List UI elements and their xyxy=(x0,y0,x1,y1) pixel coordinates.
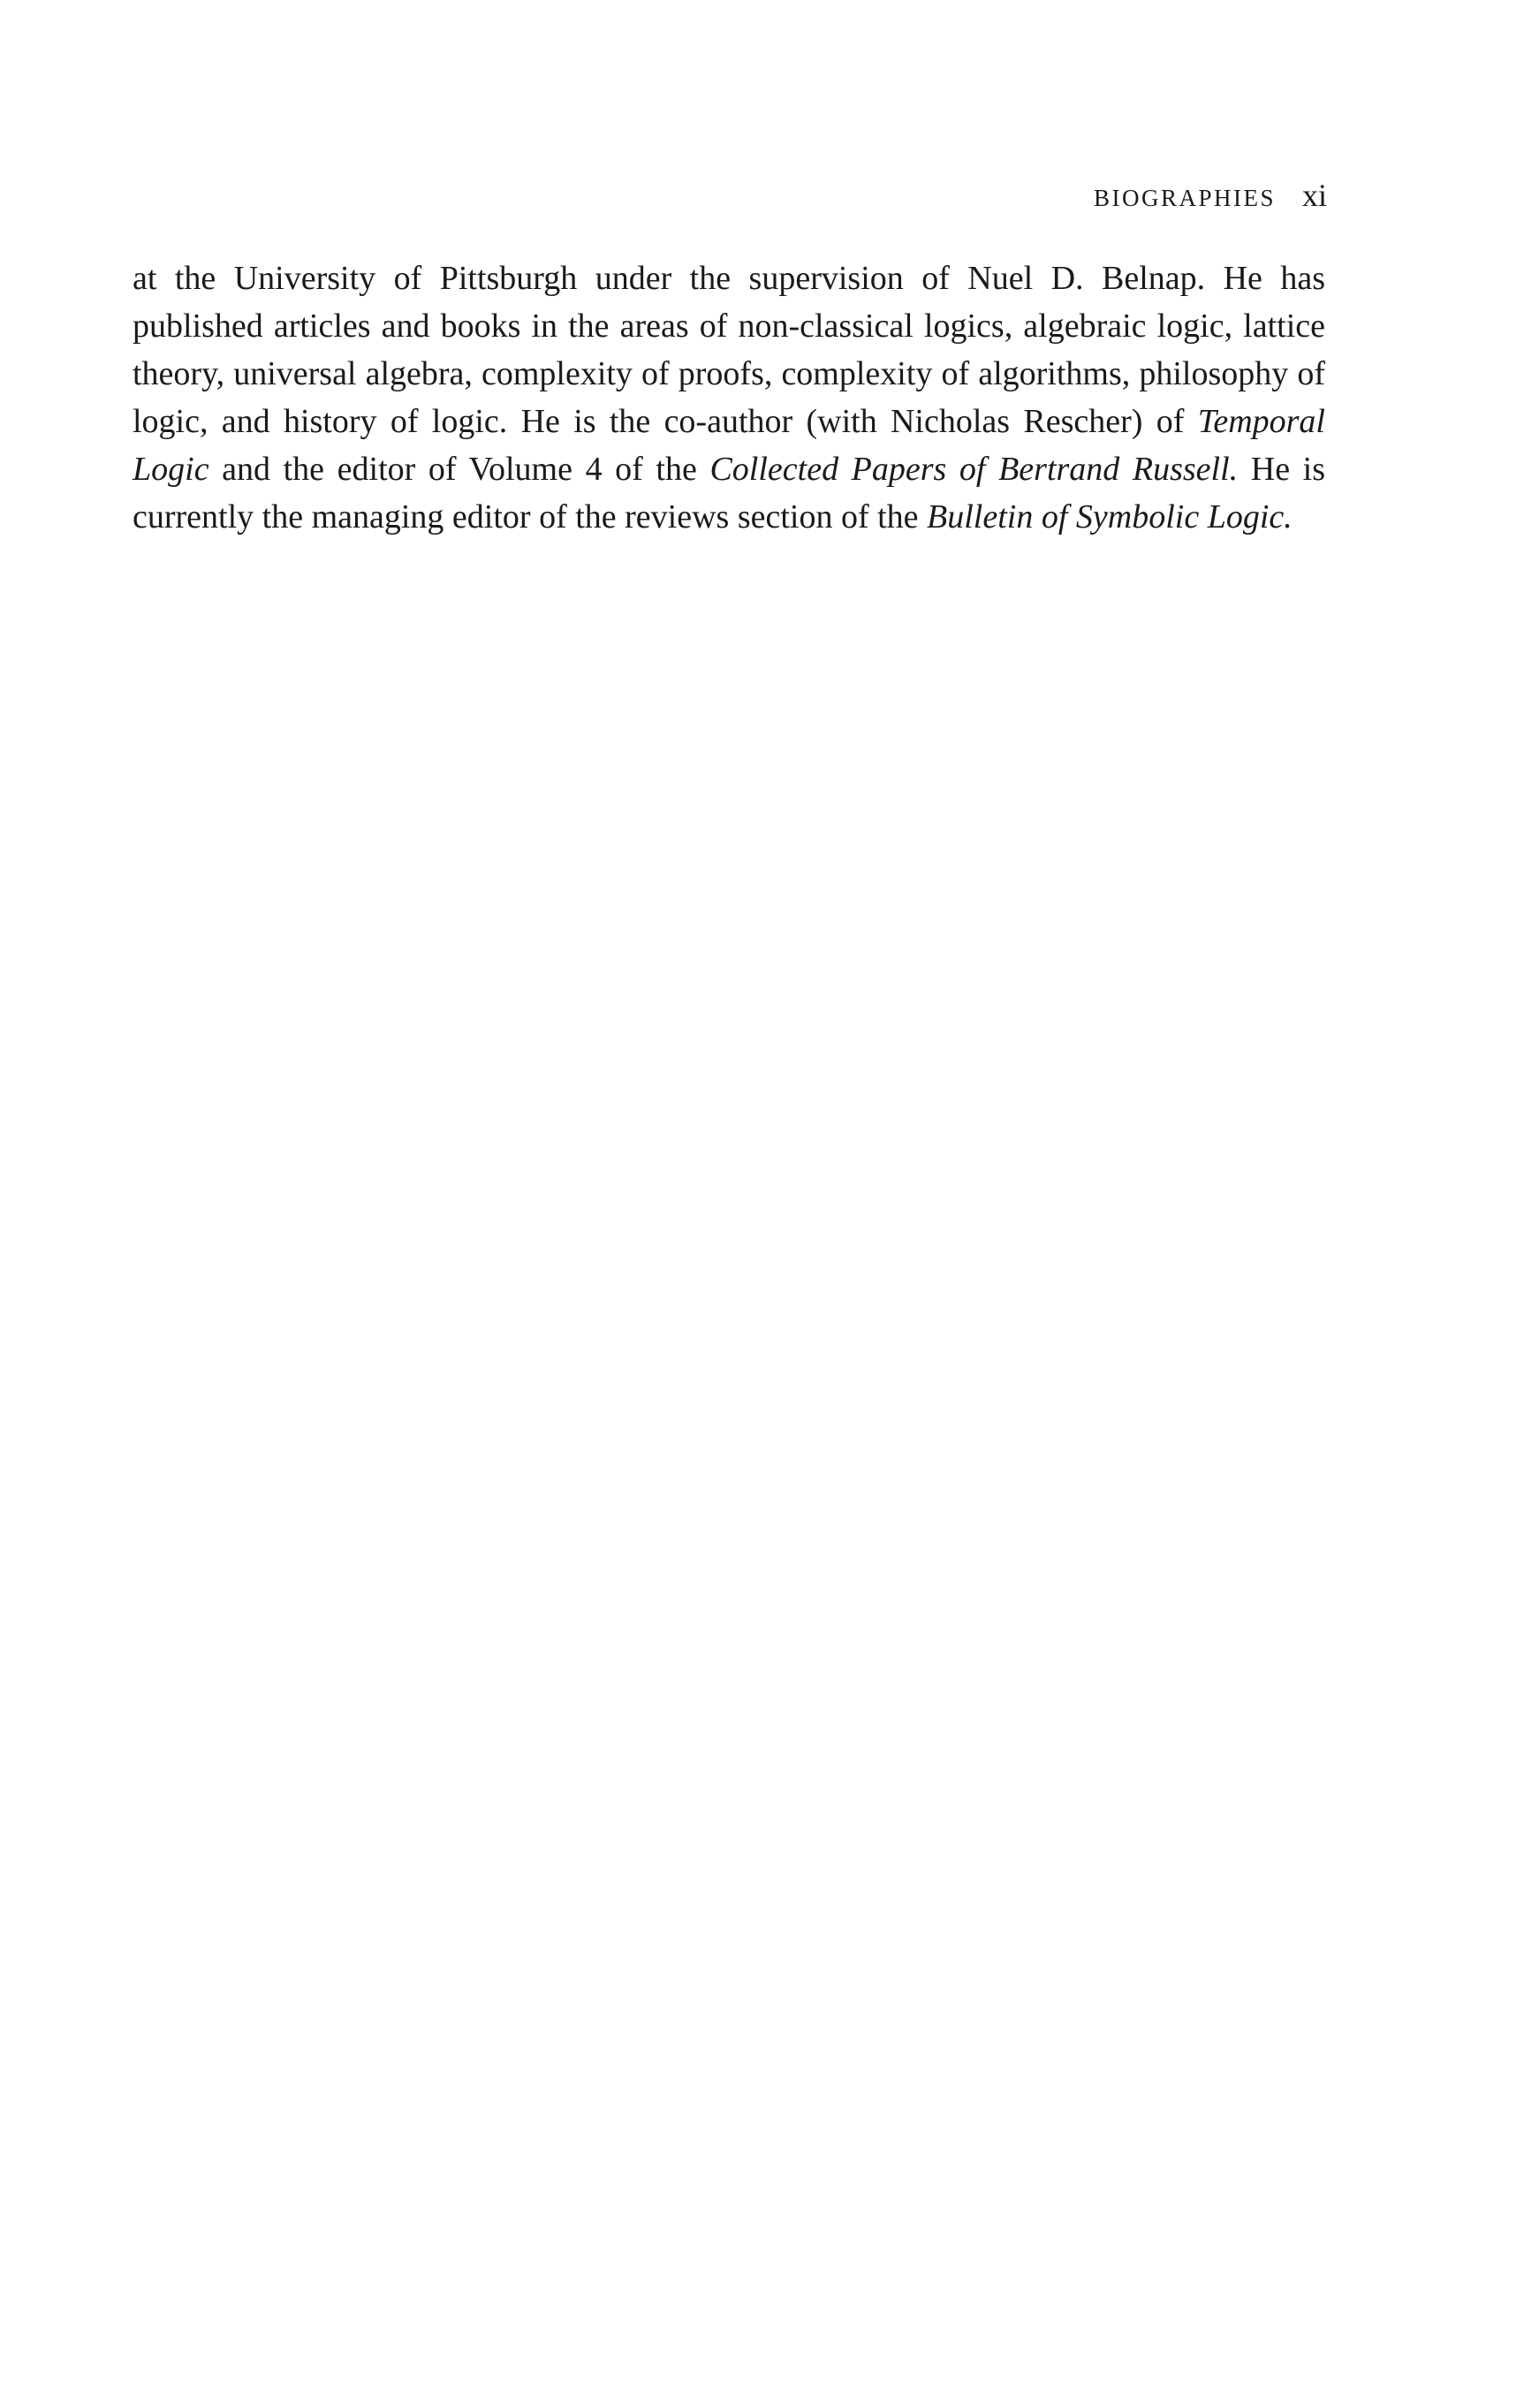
journal-title-bulletin: Bulletin of Symbolic Logic. xyxy=(927,498,1293,536)
book-title-temporal-logic: Temporal Logic xyxy=(133,403,1325,488)
paragraph-text: at the University of Pittsburgh under the supervision of Nuel D. Belnap. He has published articles and books in the areas of non-classical logics, algebraic logic, lattice theory, universal algebra, complexity of proofs, complexity of algorithms, philosophy of logic, and history of logic. He is the co-author (with Nicholas Rescher) of xyxy=(133,260,1325,440)
paragraph-text: He is currently the managing editor of the reviews section of the xyxy=(133,451,1326,536)
section-title: BIOGRAPHIES xyxy=(1093,185,1276,211)
book-title-collected-papers: Collected Papers of Bertrand Russell. xyxy=(709,451,1239,488)
biography-paragraph xyxy=(133,254,1325,541)
page-number: xi xyxy=(1301,178,1327,213)
paragraph-text: and the editor of Volume 4 of the xyxy=(208,451,710,488)
running-header xyxy=(1094,177,1327,214)
